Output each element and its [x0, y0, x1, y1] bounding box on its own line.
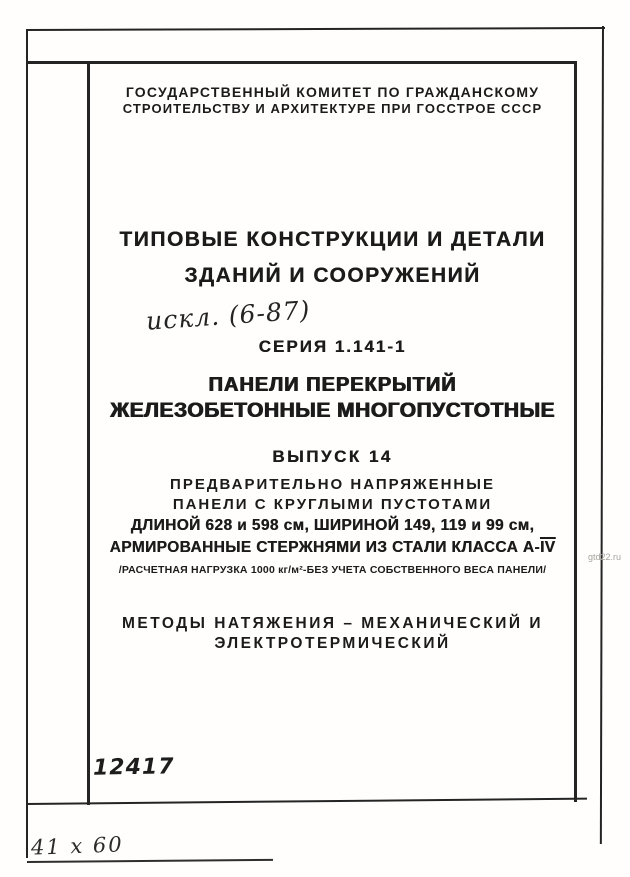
issue-label: ВЫПУСК 14: [272, 447, 393, 466]
spec-line2: ПАНЕЛИ С КРУГЛЫМИ ПУСТОТАМИ: [172, 496, 493, 513]
spec-line1: ПРЕДВАРИТЕЛЬНО НАПРЯЖЕННЫЕ: [170, 476, 495, 493]
subject-line2: ЖЕЛЕЗОБЕТОННЫЕ МНОГОПУСТОТНЫЕ: [110, 399, 555, 422]
handwritten-size-note: 41 х 60: [30, 832, 125, 860]
site-watermark: gtd22.ru: [588, 552, 622, 562]
inner-frame-right-line: [574, 61, 577, 802]
spec-line4: [89, 539, 576, 557]
methods-line2: ЭЛЕКТРОТЕРМИЧЕСКИЙ: [214, 635, 451, 652]
outer-frame-top-line: [26, 27, 605, 31]
inner-frame-left-line: [87, 61, 90, 805]
handwritten-underline: [27, 859, 273, 863]
handwritten-note: искл. (6-87): [145, 295, 312, 336]
spec-line4-text: АРМИРОВАННЫЕ СТЕРЖНЯМИ ИЗ СТАЛИ КЛАССА А-: [109, 539, 540, 556]
spec-line3: ДЛИНОЙ 628 и 598 см, ШИРИНОЙ 149, 119 и 99 см,: [130, 517, 535, 534]
inner-frame-bottom-line: [26, 798, 587, 805]
stamp-number: 12417: [92, 754, 175, 781]
inner-frame-top-line: [27, 61, 577, 64]
outer-frame-left-line: [26, 29, 28, 858]
outer-frame-right-line: [600, 26, 604, 844]
org-header-line1: ГОСУДАРСТВЕННЫЙ КОМИТЕТ ПО ГРАЖДАНСКОМУ: [125, 84, 540, 100]
doc-title-line2: ЗДАНИЙ И СООРУЖЕНИЙ: [184, 264, 481, 287]
subject-line1: ПАНЕЛИ ПЕРЕКРЫТИЙ: [208, 374, 457, 396]
org-header-line2: СТРОИТЕЛЬСТВУ И АРХИТЕКТУРЕ ПРИ ГОССТРОЕ СССР: [122, 101, 543, 116]
load-note: /РАСЧЕТНАЯ НАГРУЗКА 1000 кг/м²-БЕЗ УЧЕТА СОБСТВЕННОГО ВЕСА ПАНЕЛИ/: [118, 564, 547, 576]
series-label: СЕРИЯ 1.141-1: [258, 337, 407, 356]
methods-line1: МЕТОДЫ НАТЯЖЕНИЯ – МЕХАНИЧЕСКИЙ И: [121, 615, 543, 632]
doc-title-line1: ТИПОВЫЕ КОНСТРУКЦИИ И ДЕТАЛИ: [119, 228, 546, 251]
steel-class-overlined: $\overline{IV}$: [539, 539, 556, 556]
